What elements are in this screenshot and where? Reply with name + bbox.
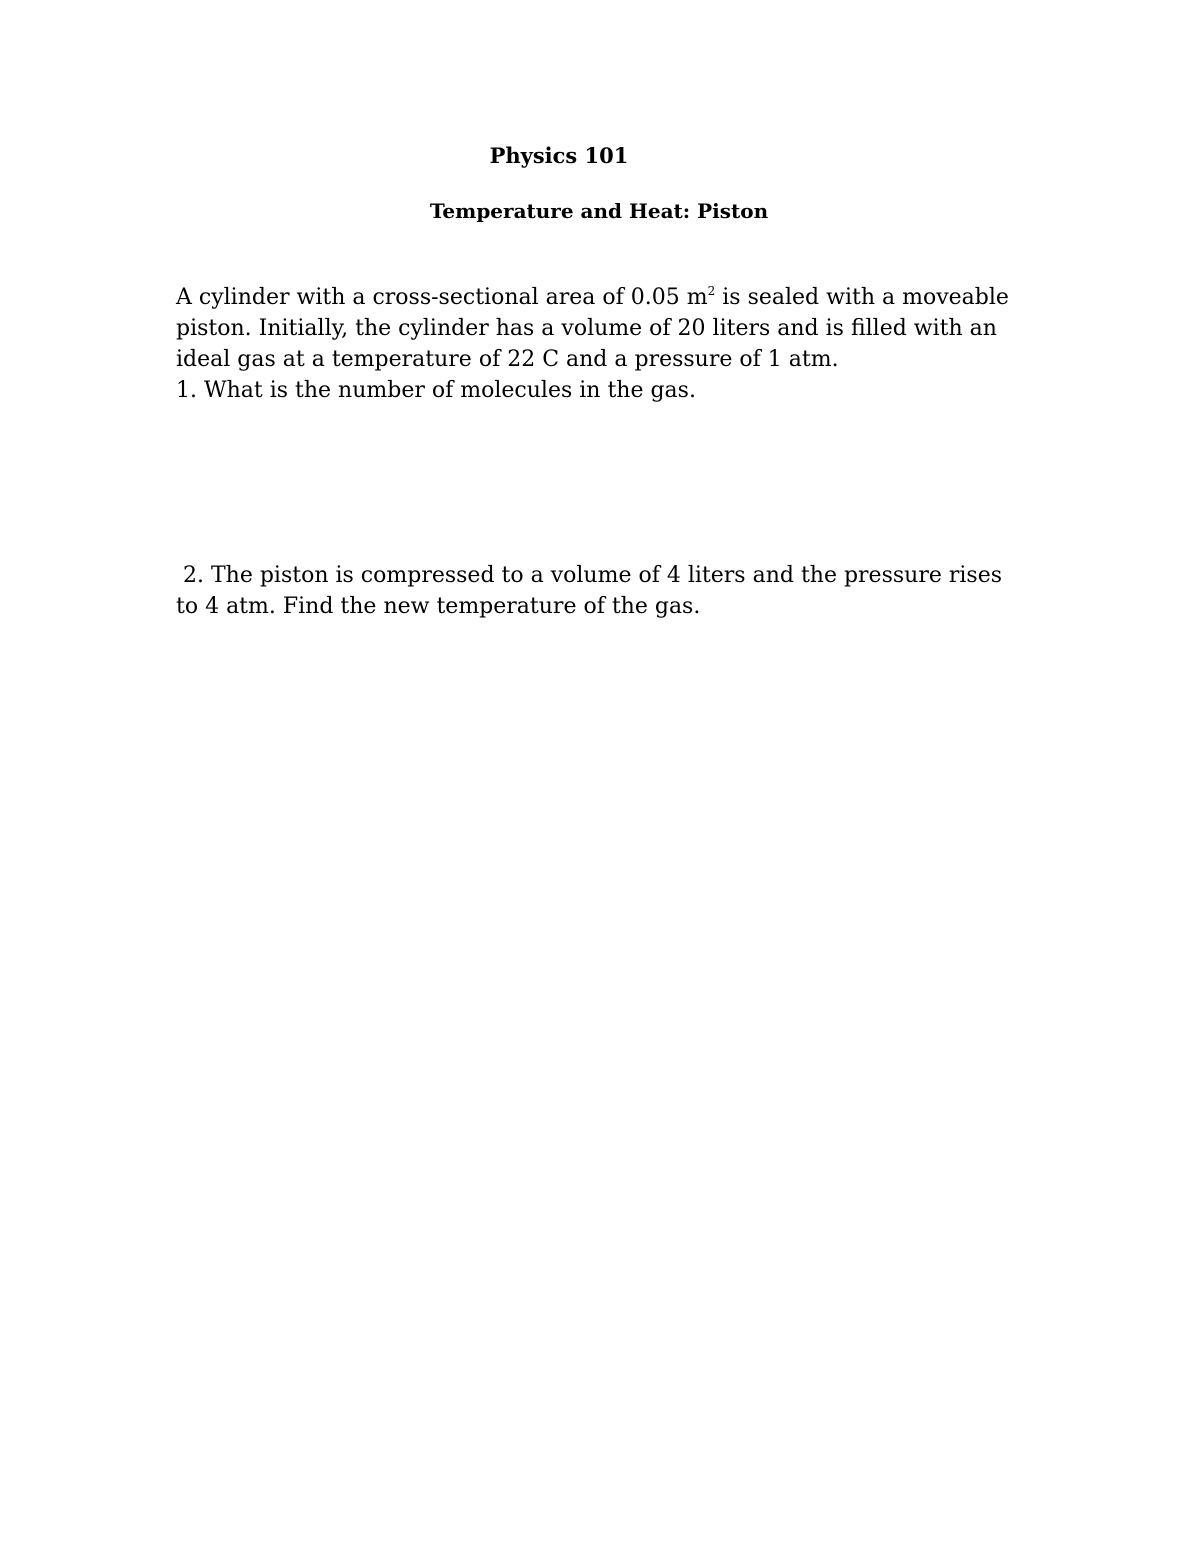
intro-line-3: ideal gas at a temperature of 22 C and a pressure of 1 atm. [176, 347, 839, 372]
question-2-line-2: to 4 atm. Find the new temperature of the gas. [176, 594, 701, 619]
document-title: Temperature and Heat: Piston [429, 199, 769, 223]
question-2-line-1: 2. The piston is compressed to a volume of 4 liters and the pressure rises [176, 563, 1003, 588]
question-2 [176, 560, 1036, 622]
course-title: Physics 101 [489, 143, 629, 168]
intro-line-1-rest: is sealed with a moveable [715, 285, 1009, 310]
intro-line-2: piston. Initially, the cylinder has a volume of 20 liters and is filled with an [176, 316, 997, 341]
question-1: 1. What is the number of molecules in the gas. [176, 378, 696, 403]
area-unit-exponent: 2 [707, 284, 716, 298]
intro-line-1 [176, 282, 1036, 313]
intro-line-1-text: A cylinder with a cross-sectional area of 0.05 m [176, 285, 708, 310]
problem-statement [176, 282, 1036, 406]
